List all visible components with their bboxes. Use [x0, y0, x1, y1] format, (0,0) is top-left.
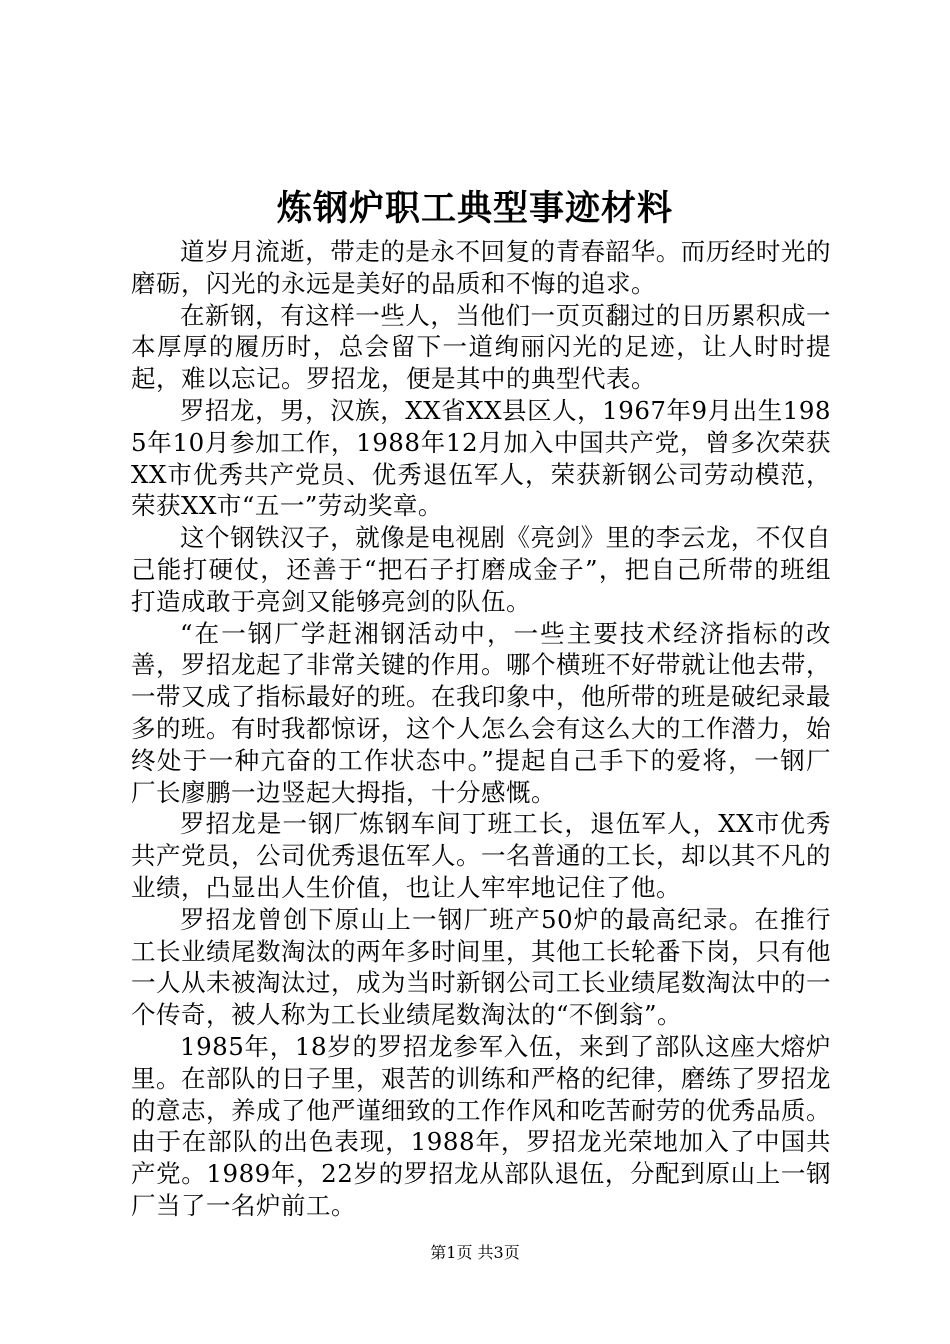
paragraph-8: 1985年，18岁的罗招龙参军入伍，来到了部队这座大熔炉里。在部队的日子里，艰苦的训练和严格的纪律，磨练了罗招龙的意志，养成了他严谨细致的工作作风和吃苦耐劳的优秀品质。由于在部队的出色表现，1988年，罗招龙光荣地加入了中国共产党。1989年，22岁的罗招龙从部队退伍，分配到原山上一钢厂当了一名炉前工。: [131, 1031, 831, 1220]
page-footer: 第1页 共3页: [430, 1243, 520, 1262]
paragraph-2: 在新钢，有这样一些人，当他们一页页翻过的日历累积成一本厚厚的履历时，总会留下一道绚丽闪光的足迹，让人时时提起，难以忘记。罗招龙，便是其中的典型代表。: [131, 300, 831, 394]
paragraph-6: 罗招龙是一钢厂炼钢车间丁班工长，退伍军人，XX市优秀共产党员，公司优秀退伍军人。一名普通的工长，却以其不凡的业绩，凸显出人生价值，也让人牢牢地记住了他。: [131, 809, 831, 902]
paragraph-3: 罗招龙，男，汉族，XX省XX县区人，1967年9月出生1985年10月参加工作，1988年12月加入中国共产党，曾多次荣获XX市优秀共产党员、优秀退伍军人，荣获新钢公司劳动模范，荣获XX市“五一”劳动奖章。: [131, 395, 831, 521]
document-body: [131, 236, 831, 1222]
paragraph-1: 道岁月流逝，带走的是永不回复的青春韶华。而历经时光的磨砺，闪光的永远是美好的品质和不悔的追求。: [131, 237, 831, 298]
paragraph-4: 这个钢铁汉子，就像是电视剧《亮剑》里的李云龙，不仅自己能打硬仗，还善于“把石子打磨成金子”，把自己所带的班组打造成敢于亮剑又能够亮剑的队伍。: [131, 523, 831, 616]
paragraph-5: “在一钢厂学赶湘钢活动中，一些主要技术经济指标的改善，罗招龙起了非常关键的作用。哪个横班不好带就让他去带，一带又成了指标最好的班。在我印象中，他所带的班是破纪录最多的班。有时我都惊讶，这个人怎么会有这么大的工作潜力，始终处于一种亢奋的工作状态中。”提起自己手下的爱将，一钢厂厂长廖鹏一边竖起大拇指，十分感慨。: [131, 618, 831, 807]
document-title: 炼钢炉职工典型事迹材料: [276, 188, 673, 229]
paragraph-7: 罗招龙曾创下原山上一钢厂班产50炉的最高纪录。在推行工长业绩尾数淘汰的两年多时间里，其他工长轮番下岗，只有他一人从未被淘汰过，成为当时新钢公司工长业绩尾数淘汰中的一个传奇，被人称为工长业绩尾数淘汰的“不倒翁”。: [131, 904, 831, 1030]
